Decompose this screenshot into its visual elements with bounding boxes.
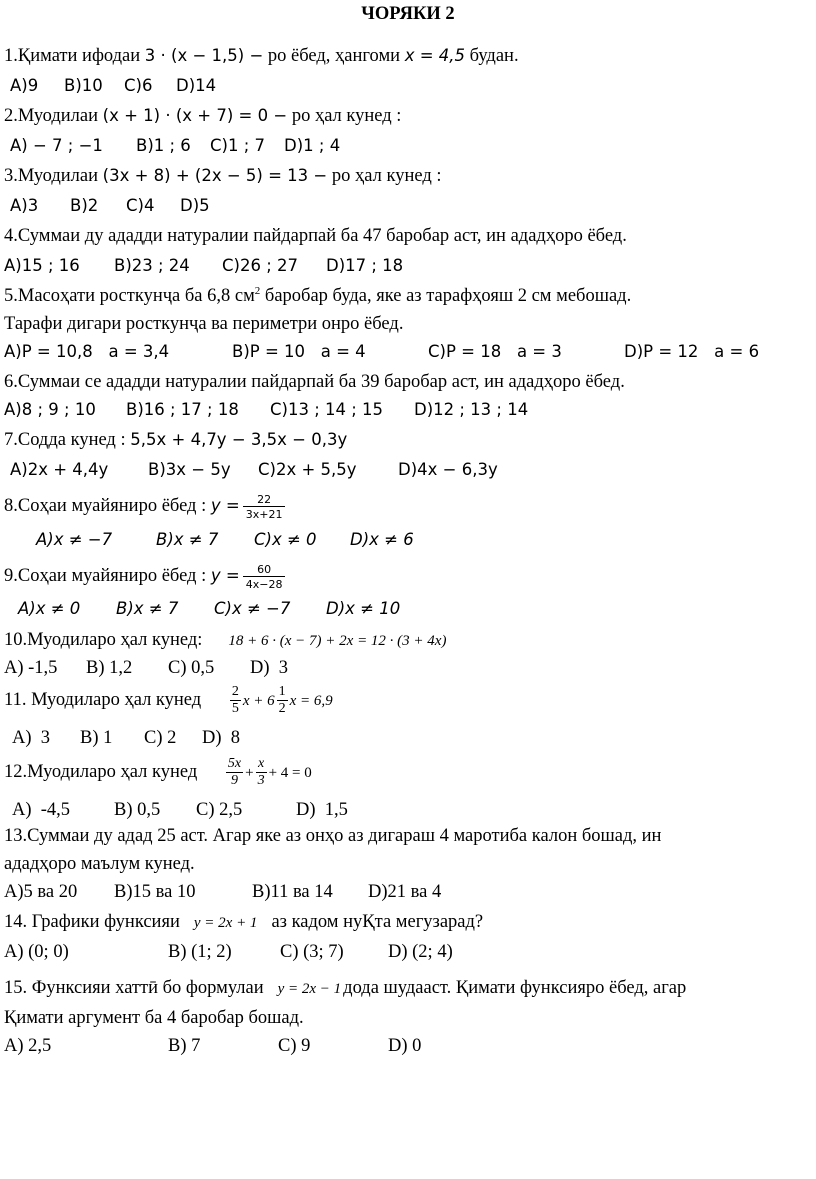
q15-option-a[interactable]: A) 2,5	[4, 1036, 52, 1056]
q5-option-c[interactable]: C)P = 18 a = 3	[428, 342, 562, 361]
q1-options	[10, 74, 216, 98]
q8-option-c[interactable]: C)x ≠ 0	[254, 530, 317, 549]
q5-options	[4, 340, 759, 364]
q2-option-d[interactable]: D)1 ; 4	[284, 136, 341, 155]
q7-expression: 5,5x + 4,7y − 3,5x − 0,3y	[130, 430, 348, 449]
q11-text-a: 11. Муодиларо ҳал кунед	[4, 690, 202, 710]
q9-option-c[interactable]: C)x ≠ −7	[214, 599, 291, 618]
q2-text-b: ро ҳал кунед :	[287, 106, 402, 126]
page-title: ЧОРЯКИ 2	[361, 4, 455, 24]
q8-fraction	[243, 493, 286, 521]
question-14	[4, 910, 483, 935]
q3-option-b[interactable]: B)2	[70, 196, 99, 215]
q5-text-b: баробар буда, яке аз тарафҳояш 2 см мебошад.	[260, 286, 632, 306]
q2-option-b[interactable]: B)1 ; 6	[136, 136, 191, 155]
q10-text-a: 10.Муодиларо ҳал кунед:	[4, 630, 203, 650]
q11-tail: x = 6,9	[289, 693, 333, 709]
q12-options	[12, 798, 348, 822]
q5-option-a[interactable]: A)P = 10,8 a = 3,4	[4, 342, 170, 361]
q11-f1-numerator: 2	[231, 684, 239, 700]
question-5	[4, 284, 631, 308]
q8-option-d[interactable]: D)x ≠ 6	[350, 530, 414, 549]
q9-lhs: y =	[210, 566, 240, 585]
q11-fraction-1	[230, 684, 241, 717]
q12-text-a: 12.Муодиларо ҳал кунед	[4, 762, 198, 782]
question-9	[4, 558, 288, 594]
q5-text-c: Тарафи дигари росткунҷа ва периметри онро ёбед.	[4, 314, 404, 334]
q4-option-d[interactable]: D)17 ; 18	[326, 256, 404, 275]
q1-option-d[interactable]: D)14	[176, 76, 217, 95]
q2-option-c[interactable]: C)1 ; 7	[210, 136, 266, 155]
q12-f1-denominator: 9	[226, 772, 243, 789]
question-11	[4, 680, 333, 721]
q12-f1-numerator: 5x	[227, 756, 242, 772]
q15-text-a: 15. Функсияи хаттӣ бо формулаи	[4, 978, 264, 998]
q12-option-b[interactable]: B) 0,5	[114, 800, 161, 820]
q10-expression: 18 + 6 · (x − 7) + 2x = 12 · (3 + 4x)	[228, 633, 447, 649]
q12-fraction-1	[226, 756, 243, 789]
q1-expression: 3 · (x − 1,5) −	[144, 46, 264, 65]
q12-option-a[interactable]: A) -4,5	[12, 800, 71, 820]
q11-f2-numerator: 1	[278, 684, 286, 700]
q13-text-b: ададҳоро маълум кунед.	[4, 854, 195, 874]
question-13: 13.Суммаи ду адад 25 аст. Агар яке аз онҳо аз дигараш 4 маротиба калон бошад, ин	[4, 826, 662, 846]
q13-option-b[interactable]: B)15 ва 10	[114, 882, 196, 902]
q8-text-a: 8.Соҳаи муайяниро ёбед :	[4, 496, 211, 516]
q8-lhs: y =	[210, 496, 240, 515]
q1-text-a: 1.Қимати ифодаи	[4, 46, 145, 66]
q2-expression: (x + 1) · (x + 7) = 0 −	[102, 106, 288, 125]
q14-expression: y = 2x + 1	[193, 915, 258, 931]
q10-option-d[interactable]: D) 3	[250, 658, 289, 678]
q13-option-d[interactable]: D)21 ва 4	[368, 882, 442, 902]
q1-option-b[interactable]: B)10	[64, 76, 103, 95]
q12-fraction-2	[256, 756, 267, 789]
q7-options	[10, 458, 498, 482]
q5-superscript: 2	[254, 284, 261, 297]
q7-text-a: 7.Содда кунед :	[4, 430, 131, 450]
q9-option-b[interactable]: B)x ≠ 7	[116, 599, 179, 618]
question-3	[4, 164, 442, 188]
q12-f2-numerator: x	[257, 756, 265, 772]
q14-text-b: аз кадом нуҚта мегузарад?	[271, 912, 484, 932]
q15-text-c: Қимати аргумент ба 4 баробар бошад.	[4, 1008, 304, 1028]
q14-text-a: 14. Графики функсияи	[4, 912, 180, 932]
q7-option-c[interactable]: C)2x + 5,5y	[258, 460, 357, 479]
q11-f2-denominator: 2	[278, 701, 286, 717]
q10-option-c[interactable]: C) 0,5	[168, 658, 215, 678]
q2-text-a: 2.Муодилаи	[4, 106, 103, 126]
q10-option-b[interactable]: B) 1,2	[86, 658, 133, 678]
q5-option-d[interactable]: D)P = 12 a = 6	[624, 342, 760, 361]
question-15	[4, 976, 686, 1001]
q4-option-b[interactable]: B)23 ; 24	[114, 256, 190, 275]
q15-option-d[interactable]: D) 0	[388, 1036, 422, 1056]
q13-option-a[interactable]: A)5 ва 20	[4, 882, 78, 902]
q15-options	[4, 1034, 421, 1058]
q9-option-a[interactable]: A)x ≠ 0	[18, 599, 81, 618]
q11-option-b[interactable]: B) 1	[80, 728, 113, 748]
q9-text-a: 9.Соҳаи муайяниро ёбед :	[4, 566, 211, 586]
q8-numerator: 22	[257, 492, 272, 506]
q7-option-a[interactable]: A)2x + 4,4y	[10, 460, 109, 479]
question-10	[4, 628, 446, 653]
q5-text-a: 5.Масоҳати росткунҷа ба 6,8 см	[4, 286, 255, 306]
q11-middle: x + 6	[242, 693, 275, 709]
q9-numerator: 60	[257, 562, 272, 576]
q10-option-a[interactable]: A) -1,5	[4, 658, 58, 678]
q7-option-d[interactable]: D)4x − 6,3y	[398, 460, 498, 479]
q10-options	[4, 656, 288, 680]
question-2	[4, 104, 401, 128]
q4-option-c[interactable]: C)26 ; 27	[222, 256, 298, 275]
q8-option-b[interactable]: B)x ≠ 7	[156, 530, 219, 549]
q8-denominator: 3x+21	[243, 506, 286, 521]
q15-option-c[interactable]: C) 9	[278, 1036, 311, 1056]
q3-expression: (3x + 8) + (2x − 5) = 13 −	[102, 166, 328, 185]
q12-tail: + 4 = 0	[268, 765, 312, 781]
q7-option-b[interactable]: B)3x − 5y	[148, 460, 231, 479]
q1-text-c: будан.	[465, 46, 519, 66]
q6-option-d[interactable]: D)12 ; 13 ; 14	[414, 400, 529, 419]
q3-options	[10, 194, 210, 218]
q3-text-b: ро ҳал кунед :	[327, 166, 442, 186]
q8-option-a[interactable]: A)x ≠ −7	[36, 530, 113, 549]
q3-text-a: 3.Муодилаи	[4, 166, 103, 186]
question-4: 4.Суммаи ду ададди натуралии пайдарпай ба 47 баробар аст, ин ададҳоро ёбед.	[4, 226, 627, 246]
q11-f1-denominator: 5	[231, 701, 239, 717]
q11-option-c[interactable]: C) 2	[144, 728, 177, 748]
q11-option-d[interactable]: D) 8	[202, 728, 241, 748]
question-1	[4, 44, 519, 68]
q6-option-a[interactable]: A)8 ; 9 ; 10	[4, 400, 96, 419]
q15-option-b[interactable]: B) 7	[168, 1036, 201, 1056]
question-7	[4, 428, 347, 452]
question-6: 6.Суммаи се ададди натуралии пайдарпай ба 39 баробар аст, ин ададҳоро ёбед.	[4, 372, 625, 392]
q13-options	[4, 880, 441, 904]
q14-option-a[interactable]: A) (0; 0)	[4, 942, 69, 962]
q3-option-a[interactable]: A)3	[10, 196, 39, 215]
q11-fraction-2	[277, 684, 288, 717]
q9-fraction	[243, 563, 286, 591]
q4-options	[4, 254, 403, 278]
q6-options	[4, 398, 528, 422]
q15-expression: y = 2x − 1	[277, 981, 342, 997]
q14-option-c[interactable]: C) (3; 7)	[280, 942, 344, 962]
q1-condition: x = 4,5	[404, 46, 466, 65]
q2-option-a[interactable]: A) − 7 ; −1	[10, 136, 103, 155]
q6-option-b[interactable]: B)16 ; 17 ; 18	[126, 400, 239, 419]
q14-options	[4, 940, 453, 964]
q12-f2-denominator: 3	[257, 773, 265, 789]
q11-option-a[interactable]: A) 3	[12, 728, 51, 748]
q3-option-d[interactable]: D)5	[180, 196, 210, 215]
q9-option-d[interactable]: D)x ≠ 10	[326, 599, 401, 618]
question-8	[4, 488, 288, 524]
q9-options	[18, 597, 400, 621]
q8-options	[36, 528, 414, 552]
q5-option-b[interactable]: B)P = 10 a = 4	[232, 342, 366, 361]
q9-denominator: 4x−28	[243, 576, 286, 591]
q14-option-b[interactable]: B) (1; 2)	[168, 942, 232, 962]
q3-option-c[interactable]: C)4	[126, 196, 155, 215]
q15-text-b: дода шудааст. Қимати функсияро ёбед, агар	[343, 978, 687, 998]
q1-text-b: ро ёбед, ҳангоми	[263, 46, 405, 66]
q12-option-c[interactable]: C) 2,5	[196, 800, 243, 820]
q1-option-c[interactable]: C)6	[124, 76, 153, 95]
q14-option-d[interactable]: D) (2; 4)	[388, 942, 453, 962]
q1-option-a[interactable]: A)9	[10, 76, 39, 95]
q12-option-d[interactable]: D) 1,5	[296, 800, 348, 820]
q4-option-a[interactable]: A)15 ; 16	[4, 256, 80, 275]
question-12	[4, 752, 312, 793]
q6-option-c[interactable]: C)13 ; 14 ; 15	[270, 400, 384, 419]
q11-options	[12, 726, 240, 750]
q12-middle: +	[245, 765, 254, 781]
q2-options	[10, 134, 340, 158]
q13-option-c[interactable]: B)11 ва 14	[252, 882, 333, 902]
